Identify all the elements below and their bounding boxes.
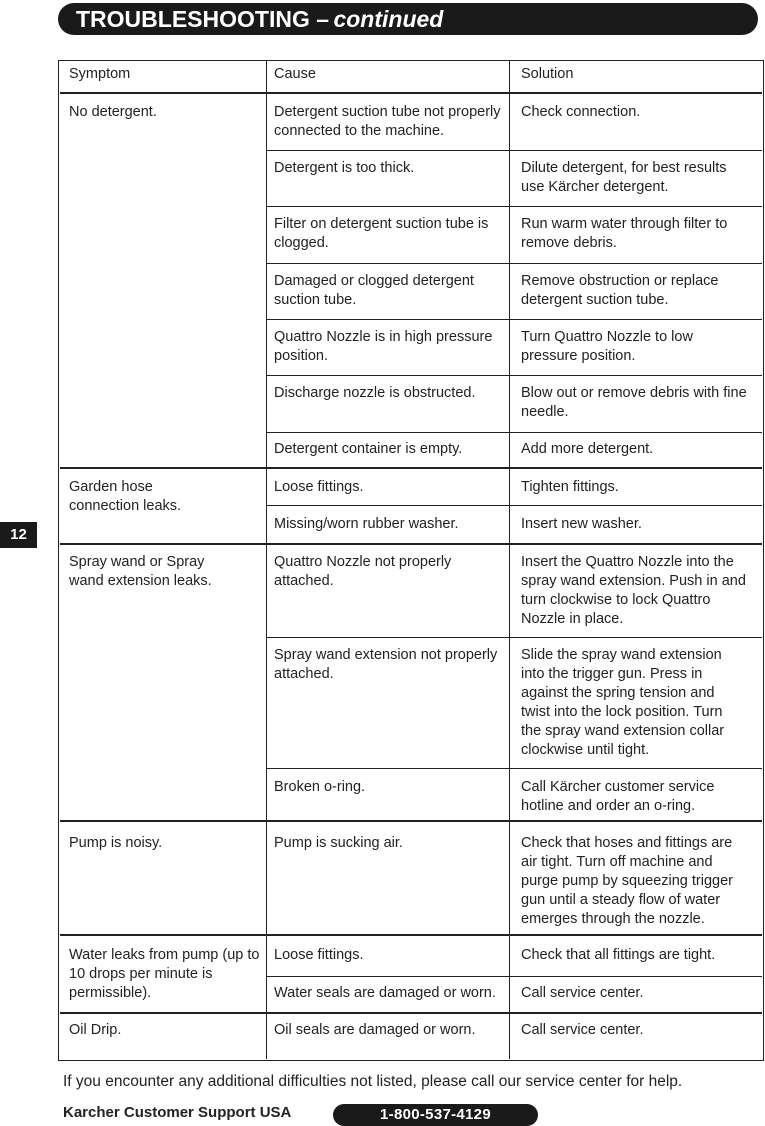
cause-cell: Quattro Nozzle not properly attached. [274,554,452,589]
solution-cell: Insert new washer. [521,516,642,532]
solution-cell: Insert the Quattro Nozzle into the spray wand extension. Push in and turn clockwise to lock Quattro Nozzle in place. [521,554,746,627]
header-cause: Cause [274,66,316,82]
group-separator [60,1012,762,1014]
symptom-cell: Water leaks from pump (up to 10 drops per minute is permissible). [69,947,260,1001]
cause-cell: Water seals are damaged or worn. [274,985,496,1001]
row-separator [266,432,762,433]
cause-cell: Loose fittings. [274,479,364,495]
solution-cell: Call Kärcher customer service hotline and order an o-ring. [521,779,715,814]
cause-cell: Detergent is too thick. [274,160,415,176]
page-number-tab: 12 [0,522,37,548]
solution-cell: Call service center. [521,985,644,1001]
row-separator [266,319,762,320]
row-separator [266,263,762,264]
row-separator [266,505,762,506]
cause-cell: Pump is sucking air. [274,835,403,851]
cause-cell: Damaged or clogged detergent suction tube. [274,273,474,308]
solution-cell: Blow out or remove debris with fine needle. [521,385,747,420]
row-separator [266,768,762,769]
header-solution: Solution [521,66,574,82]
solution-cell: Tighten fittings. [521,479,619,495]
row-separator [266,976,762,977]
cause-cell: Detergent suction tube not properly connected to the machine. [274,104,501,139]
solution-cell: Turn Quattro Nozzle to low pressure position. [521,329,693,364]
help-note: If you encounter any additional difficulties not listed, please call our service center for help. [63,1073,683,1090]
cause-cell: Filter on detergent suction tube is clogged. [274,216,489,251]
solution-cell: Check connection. [521,104,641,120]
support-phone: 1-800-537-4129 [333,1104,538,1126]
header-symptom: Symptom [69,66,131,82]
group-separator [60,467,762,469]
cause-cell: Spray wand extension not properly attached. [274,647,498,682]
column-divider [509,61,510,1059]
column-divider [266,61,267,1059]
cause-cell: Missing/worn rubber washer. [274,516,459,532]
solution-cell: Remove obstruction or replace detergent suction tube. [521,273,719,308]
group-separator [60,820,762,822]
cause-cell: Detergent container is empty. [274,441,463,457]
solution-cell: Check that hoses and fittings are air tight. Turn off machine and purge pump by squeezing trigger gun until a steady flow of water emerges through the nozzle. [521,835,733,927]
symptom-cell: No detergent. [69,104,157,120]
cause-cell: Broken o-ring. [274,779,366,795]
group-separator [60,543,762,545]
section-title-banner [58,3,758,35]
section-subtitle: continued [333,6,444,32]
section-title: TROUBLESHOOTING – [76,6,330,32]
solution-cell: Run warm water through filter to remove debris. [521,216,728,251]
row-separator [266,150,762,151]
symptom-cell: Pump is noisy. [69,835,163,851]
symptom-cell: Garden hose connection leaks. [69,479,182,514]
solution-cell: Slide the spray wand extension into the trigger gun. Press in against the spring tension and twist into the lock position. Turn the spray wand extension collar clockwise until tight. [521,647,725,758]
support-label: Karcher Customer Support USA [63,1104,292,1121]
symptom-cell: Spray wand or Spray wand extension leaks. [69,554,212,589]
solution-cell: Add more detergent. [521,441,654,457]
group-separator [60,934,762,936]
cause-cell: Discharge nozzle is obstructed. [274,385,476,401]
cause-cell: Quattro Nozzle is in high pressure position. [274,329,493,364]
symptom-cell: Oil Drip. [69,1022,122,1038]
solution-cell: Call service center. [521,1022,644,1038]
solution-cell: Check that all fittings are tight. [521,947,716,963]
header-separator [60,92,762,94]
row-separator [266,637,762,638]
row-separator [266,375,762,376]
cause-cell: Oil seals are damaged or worn. [274,1022,476,1038]
solution-cell: Dilute detergent, for best results use Kärcher detergent. [521,160,727,195]
row-separator [266,206,762,207]
cause-cell: Loose fittings. [274,947,364,963]
